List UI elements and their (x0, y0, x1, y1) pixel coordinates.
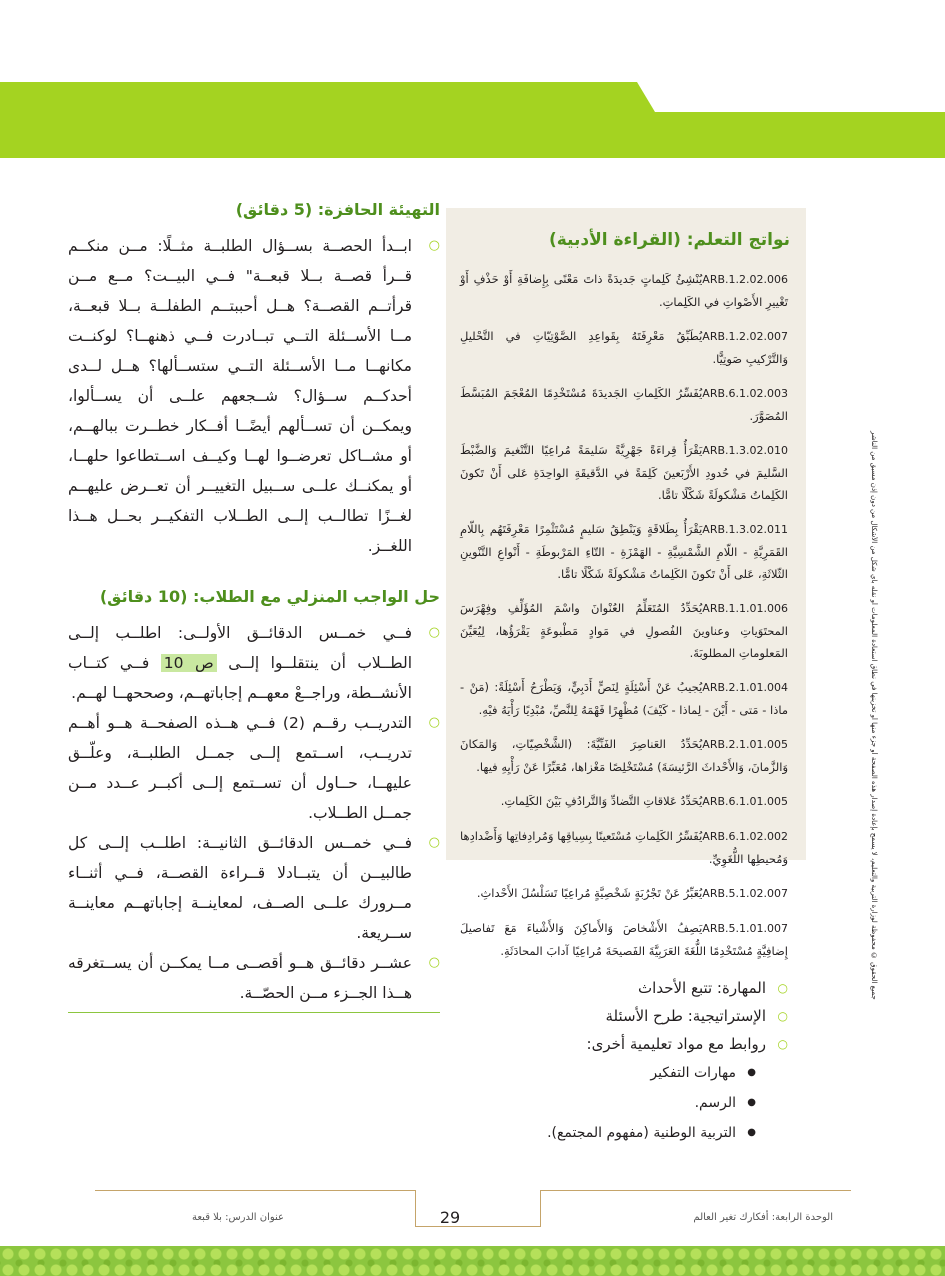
dur-prefix: : ( (180, 587, 200, 606)
strategy-item: ○ الإستراتيجية: طرح الأسئلة (460, 1002, 792, 1030)
footer-rule (95, 1190, 851, 1191)
page-number: 29 (439, 1208, 461, 1227)
outcome-text: يَصِفُ الأَشْخاصَ وَالأَماكِنَ وَالأَشْياءَ مَعَ تَفاصيلَ إِضافِيَّةٍ مُسْتَخْدِمًا اللُّغَةَ العَرَبِيَّةَ الفَصيحَةَ مُراعِيًا آدابَ المحادَثَةِ. (460, 921, 788, 958)
outcome-code: ARB.6.1.02.002 (702, 830, 788, 843)
outcome-item (460, 518, 788, 585)
page-reference: ص 10 (161, 654, 217, 672)
dur-num: 5 (293, 200, 305, 219)
outcome-item (460, 825, 788, 870)
header-tab (655, 82, 945, 112)
dur-suffix: دقائق) (99, 587, 158, 606)
link-item: ● الرسم. (460, 1088, 766, 1118)
warmup-heading (68, 200, 440, 219)
warmup-list (68, 231, 440, 561)
links-sublist (460, 1058, 766, 1148)
outcome-code: ARB.2.1.01.005 (702, 738, 788, 751)
outcome-item (460, 325, 788, 370)
homework-list (68, 618, 440, 1013)
outcome-item (460, 917, 788, 962)
outcome-text: يَقْرَأُ قِراءَةً جَهْرِيَّةً سَليمَةً مُراعِيًا التَّنْغيمَ وَالضَّبْطَ السَّليمَ في حُدودِ الأَرْبَعينَ كَلِمَةً في الدَّقيقَةِ الواحِدَةِ عَلى أَنْ تَكونَ الكَلِماتُ مَشْكولَةً شَكْلًا تامًّا. (460, 443, 788, 502)
dur-prefix: : ( (304, 200, 325, 219)
outcome-item (460, 882, 788, 905)
warmup-text: ○ ابــدأ الحصــة بســؤال الطلبــة مثــلًا: مــن منكــم قــرأ قصــة بــلا قبعــة" فــي البيــت؟ مــع مــن قرأتــم القصــة؟ هــل أحببتــم الطفلــة بــلا قبعــة، مــا الأســئلة التــي تبــادرت فــي ذهنهــا؟ لوكنــت مكانهــا مــا الأســئلة التــي ستســألها؟ هــل لــدى أحدكــم ســؤال؟ شــجعهم علــى أن يســألوا، ويمكــن أن تســألهم أيضًــا أفــكار خطــرت ببالهــم، أو مشــاكل تعرضــوا لهــا وكيــف اســتطاعوا حلهــا، أو يمكنــك علــى ســبيل التغييــر أن تعــرض عليهــم لغــزًا تطالــب إلــى الطــلاب التفكيــر بحــل هــذا اللغــز. (68, 231, 440, 561)
bottom-decorative-band (0, 1246, 945, 1276)
outcome-code: ARB.1.2.02.006 (702, 273, 788, 286)
outcome-code: ARB.6.1.02.003 (702, 387, 788, 400)
panel-title: نواتج التعلم: (القراءة الأدبية) (548, 230, 790, 250)
outcome-item (460, 382, 788, 427)
outcome-item (460, 790, 788, 813)
copyright-note: جميع الحقوق © محفوظة لوزارة التربية والتعليم، لا يسمح بإعادة إصدار هذه الصفحة أو جزء منها أو تخزينها في نطاق استعادة المعلومات أو نقله بأي شكل من الأشكال من دون إذن مسبق من الناشر (870, 431, 878, 1000)
outcome-text: يُعَبِّرُ عَنْ تَجْرُبَةٍ شَخْصِيَّةٍ مُراعِيًا تَسَلْسُلَ الأَحْداثِ. (476, 886, 703, 900)
outcome-text: يُحَدِّدُ المُتَعَلِّمُ العُنْوانَ واسْمَ المُؤَلِّفِ وفِهْرَسَ المحتَوَياتِ وعناوينَ الفُصولِ في مَوادٍ مَطْبوعَةٍ يَقْرَؤُها، لِيُعَيِّنَ المَعلوماتِ المطلوبَةَ. (460, 601, 788, 660)
page-number-frame (415, 1190, 541, 1227)
outcome-text: يُنْشِئُ كَلِماتٍ جَديدَةً ذاتَ مَعْنًى بِإِضافَةِ أَوْ حَذْفِ أَوْ تَغْييرِ الأَصْواتِ في الكَلِماتِ. (460, 272, 788, 309)
dur-suffix: دقائق) (235, 200, 294, 219)
warmup-title: التهيئة الحافزة (324, 200, 440, 219)
outcome-code: ARB.1.3.02.011 (702, 523, 788, 536)
outcome-code: ARB.6.1.01.005 (702, 795, 788, 808)
warmup-duration (236, 200, 324, 219)
outcome-code: ARB.1.3.02.010 (702, 444, 788, 457)
outcome-code: ARB.5.1.01.007 (702, 922, 788, 935)
footer-lesson-title: عنوان الدرس: بلا قبعة (192, 1212, 285, 1223)
panel-list (460, 974, 792, 1148)
link-item: ● التربية الوطنية (مفهوم المجتمع). (460, 1118, 766, 1148)
links-title: روابط مع مواد تعليمية أخرى: (586, 1035, 766, 1053)
main-column (68, 200, 440, 1013)
item1-part-b: فــي كتــاب الأنشــطة، وراجــعْ معهــم إجاباتهــم، وصححهــا لهــم. (68, 654, 412, 702)
outcome-code: ARB.1.1.01.006 (702, 602, 788, 615)
homework-heading (68, 587, 440, 606)
outcome-text: يَقْرَأُ بِطَلاقَةٍ وَيَنْطِقُ سَليمٍ مُسْتَثْمِرًا مَعْرِفَتَهُم بِاللّامِ القَمَرِيَّةِ - اللّامِ الشَّمْسِيَّةِ - الهَمْزَةِ - التّاءِ المَرْبوطَةِ - أَنْواعِ التَّنْوينِ الثّلاثَةِ، عَلى أَنْ تَكونَ الكَلِماتُ مَشْكولَةً شَكْلًا تامًّا. (460, 522, 788, 581)
outcome-item (460, 268, 788, 313)
links-item (460, 1030, 792, 1148)
homework-item-4: ○ عشــر دقائــق هــو أقصــى مــا يمكــن أن يســتغرقه هــذا الجــزء مــن الحصّــة. (68, 948, 440, 1013)
homework-item-1 (68, 618, 440, 708)
outcome-text: يُفَسِّرُ الكَلِماتِ الجَديدَةَ مُسْتَخْدِمًا المُعْجَمَ المُبَسَّطَ المُصَوَّرَ. (460, 386, 788, 423)
outcome-code: ARB.5.1.02.007 (702, 887, 788, 900)
outcome-text: يُجيبُ عَنْ أَسْئِلَةٍ لِنَصٍّ أَدَبِيٍّ، وَيَطْرَحُ أَسْئِلَةً: (مَنْ - ماذا - مَتى - أَيْنَ - لِماذا - كَيْفَ) مُظْهِرًا فَهْمَهُ لِلنَّصِّ، مُبْدِيًا رَأْيَهُ فيْهِ. (460, 680, 788, 717)
outcome-item (460, 597, 788, 664)
link-item: ● مهارات التفكير (460, 1058, 766, 1088)
outcome-text: يُحَدِّدُ عَلاقاتِ التَّضادِّ وَالتَّرادُفِ بَيْنَ الكَلِماتِ. (500, 794, 703, 808)
outcome-text: يُفَسِّرُ الكَلِماتِ مُسْتَعينًا بِسِياقِها وَمُرادِفاتِها وَأَضْدادِها وَمُحيطِها اللُّغَوِيِّ. (460, 829, 788, 866)
top-green-band (0, 82, 945, 158)
outcome-code: ARB.1.2.02.007 (702, 330, 788, 343)
homework-item-2: ○ التدريــب رقــم (2) فــي هــذه الصفحــة هــو أهــم تدريــب، اســتمع إلــى جمــل الطلبــة، وعلّــق عليهــا، حــاول أن تســتمع إلــى أكبــر عــدد مــن جمــل الطــلاب. (68, 708, 440, 828)
item1-part-a: فــي خمــس الدقائــق الأولــى: اطلــب إلــى الطــلاب أن ينتقلــوا إلــى (68, 624, 412, 672)
homework-duration (100, 587, 200, 606)
outcome-code: ARB.2.1.01.004 (702, 681, 788, 694)
homework-title: حل الواجب المنزلي مع الطلاب (199, 587, 440, 606)
outcomes-list (460, 268, 792, 962)
outcome-text: يُحَدِّدُ العَناصِرَ الفَنِّيَّةَ: (الشَّخْصِيّاتِ، وَالمَكانَ وَالزَّمانَ، وَالأَحْداثَ الرَّئيسَةَ) مُسْتَخْلِصًا مَغْزاها، مُعَبِّرًا عَنْ رَأْيِهِ فيها. (460, 737, 788, 774)
skill-item: ○ المهارة: تتبع الأحداث (460, 974, 792, 1002)
learning-outcomes-panel (446, 208, 806, 1141)
homework-item-3: ○ فــي خمــس الدقائــق الثانيــة: اطلــب إلــى كل طالبيــن أن يتبــادلا قــراءة القصــة، فــي أثنــاء مــرورك علــى الصــف، لمعاينــة إجاباتهــم معاينــة ســريعة. (68, 828, 440, 948)
outcome-text: يُطَبِّقُ مَعْرِفَتَهُ بِقَواعِدِ الصَّوْتِيّاتِ في التَّحْليلِ وَالتَّرْكيبِ صَوتِيًّا. (460, 329, 788, 366)
footer-unit-title: الوحدة الرابعة: أفكارك تغير العالم (693, 1212, 833, 1223)
outcome-item (460, 733, 788, 778)
outcome-item (460, 439, 788, 506)
outcome-item (460, 676, 788, 721)
dur-num: 10 (157, 587, 181, 606)
